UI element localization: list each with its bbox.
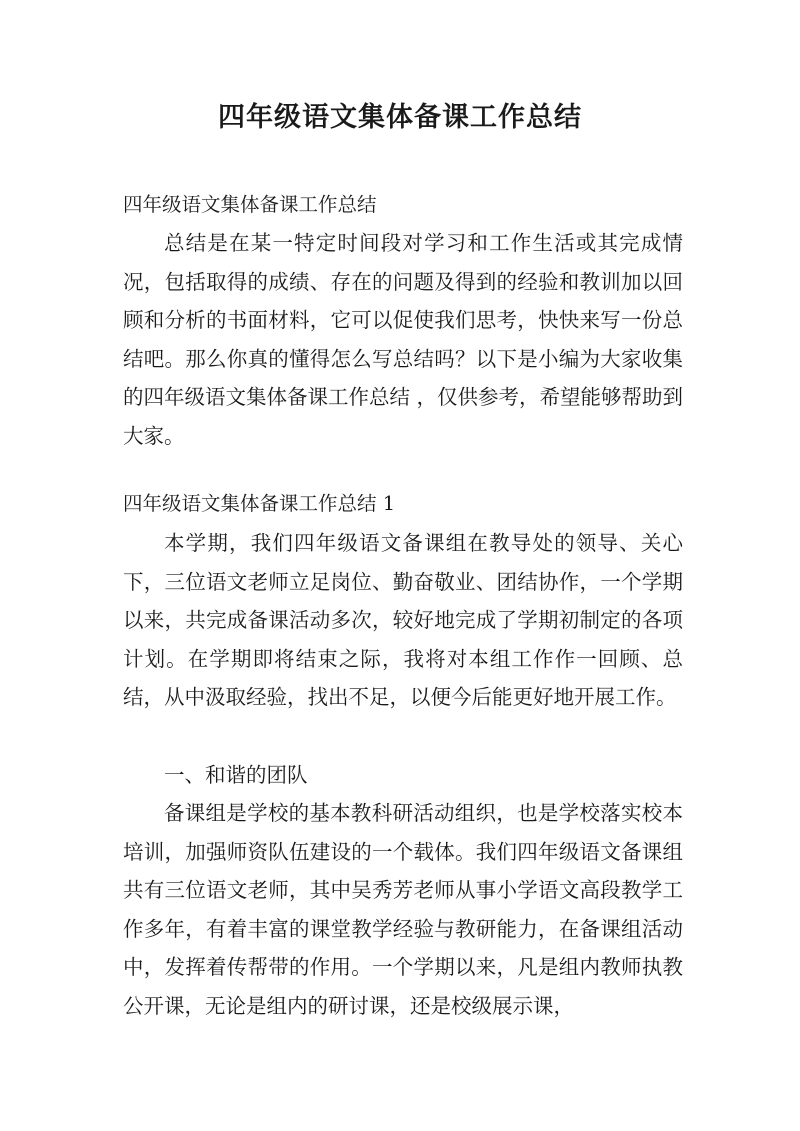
subsection-1-paragraph: 备课组是学校的基本教科研活动组织，也是学校落实校本培训，加强师资队伍建设的一个载体。我们四年级语文备课组共有三位语文老师，其中吴秀芳老师从事小学语文高段教学工作多年，有着丰富的课堂教学经验与教研能力，在备课组活动中，发挥着传帮带的作用。一个学期以来，凡是组内教师执教公开课，无论是组内的研讨课，还是校级展示课， xyxy=(123,801,683,1018)
intro-paragraph: 总结是在某一特定时间段对学习和工作生活或其完成情况，包括取得的成绩、存在的问题及得到的经验和教训加以回顾和分析的书面材料，它可以促使我们思考，快快来写一份总结吧。那么你真的懂得怎么写总结吗？以下是小编为大家收集的四年级语文集体备课工作总结 ，仅供参考，希望能够帮助到大家。 xyxy=(123,231,684,448)
document-title: 四年级语文集体备课工作总结 xyxy=(218,102,582,133)
document-subtitle: 四年级语文集体备课工作总结 xyxy=(123,193,377,216)
section-1-heading: 四年级语文集体备课工作总结 1 xyxy=(123,492,396,515)
section-1-paragraph: 本学期，我们四年级语文备课组在教导处的领导、关心下，三位语文老师立足岗位、勤奋敬业、团结协作，一个学期以来，共完成备课活动多次，较好地完成了学期初制定的各项计划。在学期即将结束之际，我将对本组工作作一回顾、总结，从中汲取经验，找出不足，以便今后能更好地开展工作。 xyxy=(123,531,683,709)
subsection-1-heading: 一、和谐的团队 xyxy=(164,763,308,787)
